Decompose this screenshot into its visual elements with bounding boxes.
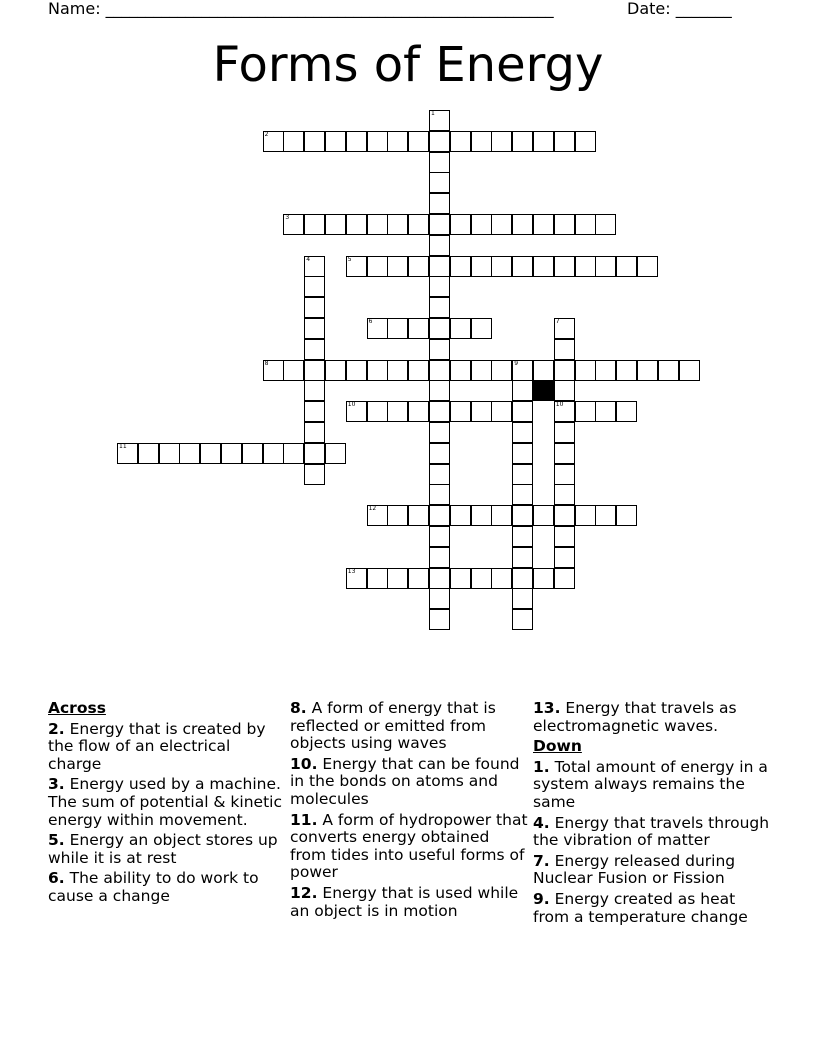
grid-cell[interactable] — [575, 256, 596, 277]
grid-cell[interactable] — [283, 443, 304, 464]
grid-cell[interactable] — [429, 193, 450, 214]
clue-item-number: 8. — [290, 699, 307, 717]
clue-item — [48, 776, 283, 829]
clue-item — [533, 853, 773, 888]
grid-cell[interactable] — [471, 256, 492, 277]
grid-cell[interactable] — [554, 214, 575, 235]
grid-cell[interactable] — [367, 256, 388, 277]
grid-cell[interactable] — [387, 214, 408, 235]
date-line[interactable]: Date: _______ — [627, 0, 732, 18]
clue-item-number: 5. — [48, 831, 65, 850]
grid-cell[interactable] — [387, 568, 408, 589]
grid-cell[interactable] — [533, 256, 554, 277]
grid-cell[interactable] — [471, 401, 492, 422]
grid-cell[interactable] — [429, 526, 450, 547]
grid-cell[interactable] — [554, 505, 575, 526]
grid-cell[interactable] — [491, 360, 512, 381]
clue-number: 7 — [555, 318, 560, 325]
grid-cell[interactable] — [491, 401, 512, 422]
grid-cell[interactable] — [304, 214, 325, 235]
clue-item — [290, 700, 530, 753]
grid-cell[interactable] — [429, 422, 450, 443]
clue-item — [533, 759, 773, 812]
clue-item-text: The ability to do work to cause a change — [48, 869, 259, 905]
grid-cell[interactable] — [387, 401, 408, 422]
grid-cell[interactable] — [408, 318, 429, 339]
grid-cell[interactable] — [408, 214, 429, 235]
grid-cell[interactable] — [450, 401, 471, 422]
grid-cell[interactable] — [283, 131, 304, 152]
grid-cell[interactable] — [575, 214, 596, 235]
grid-cell[interactable] — [429, 318, 450, 339]
grid-cell[interactable] — [408, 505, 429, 526]
grid-cell[interactable] — [429, 443, 450, 464]
grid-cell[interactable] — [429, 172, 450, 193]
grid-cell[interactable] — [512, 609, 533, 630]
grid-cell[interactable] — [595, 360, 616, 381]
grid-cell[interactable] — [325, 443, 346, 464]
clue-item-text: Total amount of energy in a system always remains the same — [533, 757, 768, 811]
grid-cell[interactable] — [471, 214, 492, 235]
grid-cell[interactable] — [616, 505, 637, 526]
clue-item-text: Energy that is created by the flow of an electrical charge — [48, 719, 266, 773]
grid-cell[interactable] — [491, 256, 512, 277]
grid-cell[interactable] — [450, 360, 471, 381]
grid-cell[interactable] — [429, 484, 450, 505]
clue-number: 10 — [347, 401, 356, 409]
clue-number: 13 — [347, 567, 356, 575]
clue-item — [290, 756, 530, 809]
grid-cell[interactable] — [554, 380, 575, 401]
black-cell — [533, 380, 554, 401]
grid-cell[interactable] — [304, 380, 325, 401]
clue-number: 6 — [368, 318, 373, 325]
clue-item-number: 7. — [533, 851, 550, 870]
grid-cell[interactable] — [387, 360, 408, 381]
clue-item-text: Energy an object stores up while it is at rest — [48, 831, 278, 867]
clue-number: 1 — [431, 110, 435, 117]
clue-column-3 — [533, 700, 773, 929]
clue-number: 9 — [514, 359, 519, 367]
clue-number: 12 — [368, 505, 377, 513]
grid-cell[interactable] — [138, 443, 159, 464]
grid-cell[interactable] — [512, 360, 533, 381]
grid-cell[interactable] — [429, 235, 450, 256]
grid-cell[interactable] — [283, 214, 304, 235]
clue-item — [48, 721, 283, 774]
grid-cell[interactable] — [471, 360, 492, 381]
grid-cell[interactable] — [450, 256, 471, 277]
grid-cell[interactable] — [450, 214, 471, 235]
grid-cell[interactable] — [554, 256, 575, 277]
clue-item-text: Energy that travels through the vibration of matter — [533, 813, 770, 850]
name-line[interactable]: Name: ________________________________________________________ — [48, 0, 554, 18]
grid-cell[interactable] — [533, 568, 554, 589]
grid-cell[interactable] — [554, 547, 575, 568]
grid-cell[interactable] — [450, 505, 471, 526]
grid-cell[interactable] — [554, 422, 575, 443]
grid-cell[interactable] — [429, 152, 450, 173]
grid-cell[interactable] — [367, 214, 388, 235]
grid-cell[interactable] — [387, 318, 408, 339]
grid-cell[interactable] — [117, 443, 138, 464]
grid-cell[interactable] — [346, 360, 367, 381]
grid-cell[interactable] — [429, 464, 450, 485]
grid-cell[interactable] — [637, 256, 658, 277]
grid-cell[interactable] — [304, 131, 325, 152]
grid-cell[interactable] — [221, 443, 242, 464]
grid-cell[interactable] — [471, 131, 492, 152]
grid-cell[interactable] — [595, 401, 616, 422]
grid-cell[interactable] — [200, 443, 221, 464]
grid-cell[interactable] — [408, 131, 429, 152]
grid-cell[interactable] — [533, 214, 554, 235]
clue-item — [290, 812, 530, 882]
clue-column-1 — [48, 700, 283, 909]
grid-cell[interactable] — [533, 360, 554, 381]
grid-cell[interactable] — [263, 360, 284, 381]
grid-cell[interactable] — [554, 360, 575, 381]
grid-cell[interactable] — [512, 443, 533, 464]
grid-cell[interactable] — [595, 505, 616, 526]
grid-cell[interactable] — [512, 526, 533, 547]
grid-cell[interactable] — [304, 443, 325, 464]
grid-cell[interactable] — [429, 110, 450, 131]
clue-item-number: 13. — [533, 699, 561, 717]
grid-cell[interactable] — [491, 505, 512, 526]
grid-cell[interactable] — [575, 401, 596, 422]
grid-cell[interactable] — [512, 256, 533, 277]
grid-cell[interactable] — [616, 256, 637, 277]
clue-column-2 — [290, 700, 530, 923]
grid-cell[interactable] — [595, 214, 616, 235]
grid-cell[interactable] — [512, 568, 533, 589]
grid-cell[interactable] — [575, 131, 596, 152]
clue-item — [533, 700, 773, 735]
section-heading: Down — [533, 737, 582, 756]
grid-cell[interactable] — [471, 505, 492, 526]
grid-cell[interactable] — [304, 422, 325, 443]
grid-cell[interactable] — [179, 443, 200, 464]
grid-cell[interactable] — [554, 568, 575, 589]
grid-cell[interactable] — [263, 131, 284, 152]
grid-cell[interactable] — [263, 443, 284, 464]
grid-cell[interactable] — [429, 297, 450, 318]
clue-item — [48, 870, 283, 905]
grid-cell[interactable] — [304, 297, 325, 318]
clue-item-number: 10. — [290, 754, 318, 773]
clue-item — [48, 832, 283, 867]
clue-item-text: Energy that is used while an object is in motion — [290, 883, 519, 920]
grid-cell[interactable] — [429, 380, 450, 401]
grid-cell[interactable] — [408, 256, 429, 277]
grid-cell[interactable] — [304, 256, 325, 277]
clue-number: 3 — [285, 214, 290, 221]
clue-item-number: 2. — [48, 719, 65, 738]
grid-cell[interactable] — [554, 318, 575, 339]
grid-cell[interactable] — [554, 401, 575, 422]
grid-cell[interactable] — [304, 401, 325, 422]
grid-cell[interactable] — [367, 505, 388, 526]
clue-item-text: Energy released during Nuclear Fusion or Fission — [533, 851, 736, 888]
grid-cell[interactable] — [304, 360, 325, 381]
grid-cell[interactable] — [512, 588, 533, 609]
grid-cell[interactable] — [512, 380, 533, 401]
clue-item-number: 12. — [290, 883, 318, 902]
grid-cell[interactable] — [658, 360, 679, 381]
grid-cell[interactable] — [367, 401, 388, 422]
clue-number: 8 — [264, 359, 269, 367]
clue-number: 4 — [306, 255, 311, 263]
grid-cell[interactable] — [387, 256, 408, 277]
header — [0, 0, 816, 22]
grid-cell[interactable] — [616, 401, 637, 422]
clue-list — [48, 700, 778, 990]
grid-cell[interactable] — [554, 131, 575, 152]
page-title: Forms of Energy — [212, 37, 604, 93]
clue-item-text: Energy used by a machine. The sum of potential & kinetic energy within movement. — [48, 775, 282, 829]
grid-cell[interactable] — [450, 131, 471, 152]
grid-cell[interactable] — [429, 609, 450, 630]
grid-cell[interactable] — [491, 214, 512, 235]
clue-item-text: Energy created as heat from a temperature change — [533, 889, 748, 926]
grid-cell[interactable] — [491, 131, 512, 152]
grid-cell[interactable] — [408, 568, 429, 589]
grid-cell[interactable] — [512, 401, 533, 422]
grid-cell[interactable] — [575, 360, 596, 381]
clue-number: 11 — [119, 442, 127, 450]
grid-cell[interactable] — [429, 547, 450, 568]
clue-number: 2 — [264, 130, 269, 138]
grid-cell[interactable] — [450, 318, 471, 339]
grid-cell[interactable] — [304, 276, 325, 297]
grid-cell[interactable] — [242, 443, 263, 464]
grid-cell[interactable] — [429, 505, 450, 526]
grid-cell[interactable] — [429, 588, 450, 609]
grid-cell[interactable] — [616, 360, 637, 381]
clue-item-number: 3. — [48, 775, 65, 794]
grid-cell[interactable] — [408, 360, 429, 381]
grid-cell[interactable] — [367, 360, 388, 381]
grid-cell[interactable] — [554, 526, 575, 547]
grid-cell[interactable] — [512, 422, 533, 443]
grid-cell[interactable] — [429, 568, 450, 589]
clue-item — [290, 885, 530, 920]
grid-cell[interactable] — [367, 318, 388, 339]
grid-cell[interactable] — [325, 214, 346, 235]
grid-cell[interactable] — [471, 318, 492, 339]
grid-cell[interactable] — [325, 360, 346, 381]
grid-cell[interactable] — [346, 568, 367, 589]
grid-cell[interactable] — [512, 464, 533, 485]
clue-item-text: A form of energy that is reflected or emitted from objects using waves — [290, 699, 496, 753]
grid-cell[interactable] — [554, 464, 575, 485]
clue-item — [533, 891, 773, 926]
clue-item-number: 1. — [533, 757, 550, 776]
grid-cell[interactable] — [325, 131, 346, 152]
clue-number: 10 — [555, 401, 564, 409]
clue-item — [533, 815, 773, 850]
grid-cell[interactable] — [304, 464, 325, 485]
grid-cell[interactable] — [554, 484, 575, 505]
grid-cell[interactable] — [346, 214, 367, 235]
clue-item-text: Energy that can be found in the bonds on atoms and molecules — [290, 754, 520, 808]
grid-cell[interactable] — [429, 339, 450, 360]
grid-cell[interactable] — [387, 505, 408, 526]
grid-cell[interactable] — [429, 131, 450, 152]
grid-cell[interactable] — [346, 131, 367, 152]
clue-item-text: Energy that travels as electromagnetic waves. — [533, 699, 737, 735]
grid-cell[interactable] — [595, 256, 616, 277]
grid-cell[interactable] — [408, 401, 429, 422]
grid-cell[interactable] — [512, 505, 533, 526]
clue-item-number: 9. — [533, 889, 550, 908]
grid-cell[interactable] — [429, 360, 450, 381]
section-heading: Across — [48, 699, 106, 717]
clue-item-text: A form of hydropower that converts energy obtained from tides into useful forms of power — [290, 810, 528, 882]
grid-cell[interactable] — [429, 214, 450, 235]
grid-cell[interactable] — [367, 131, 388, 152]
grid-cell[interactable] — [512, 484, 533, 505]
grid-cell[interactable] — [304, 339, 325, 360]
grid-cell[interactable] — [346, 401, 367, 422]
grid-cell[interactable] — [429, 256, 450, 277]
grid-cell[interactable] — [429, 276, 450, 297]
grid-cell[interactable] — [512, 547, 533, 568]
grid-cell[interactable] — [554, 443, 575, 464]
grid-cell[interactable] — [304, 318, 325, 339]
grid-cell[interactable] — [491, 568, 512, 589]
grid-cell[interactable] — [512, 131, 533, 152]
clue-item-number: 11. — [290, 810, 318, 829]
clue-item-number: 6. — [48, 869, 65, 888]
grid-cell[interactable] — [387, 131, 408, 152]
grid-cell[interactable] — [637, 360, 658, 381]
grid-cell[interactable] — [533, 131, 554, 152]
grid-cell[interactable] — [533, 505, 554, 526]
grid-cell[interactable] — [512, 214, 533, 235]
grid-cell[interactable] — [471, 568, 492, 589]
grid-cell[interactable] — [429, 401, 450, 422]
grid-cell[interactable] — [367, 568, 388, 589]
clue-number: 5 — [347, 255, 352, 263]
grid-cell[interactable] — [159, 443, 180, 464]
grid-cell[interactable] — [575, 505, 596, 526]
grid-cell[interactable] — [283, 360, 304, 381]
grid-cell[interactable] — [679, 360, 700, 381]
grid-cell[interactable] — [346, 256, 367, 277]
grid-cell[interactable] — [450, 568, 471, 589]
clue-item-number: 4. — [533, 813, 550, 832]
grid-cell[interactable] — [554, 339, 575, 360]
